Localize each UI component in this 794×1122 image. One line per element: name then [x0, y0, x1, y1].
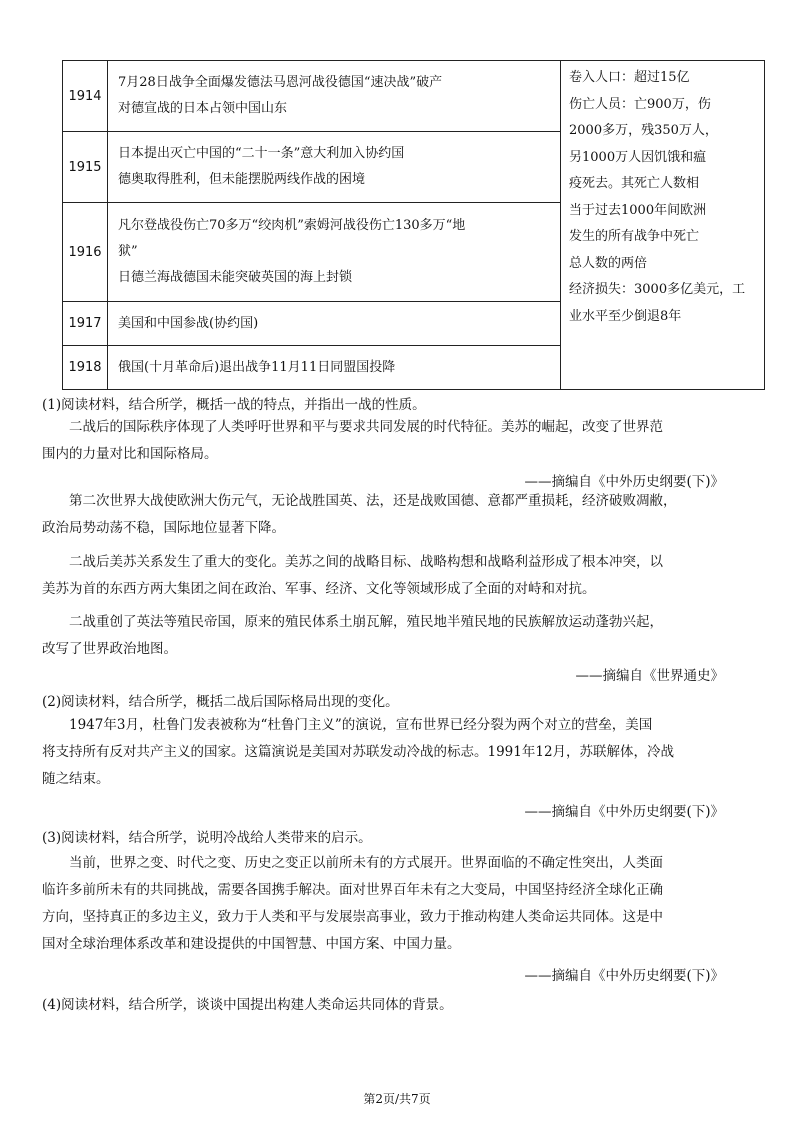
material-paragraph: 当前，世界之变、时代之变、历史之变正以前所未有的方式展开。世界面临的不确定性突出，人类面 临许多前所未有的共同挑战，需要各国携手解决。面对世界百年未有之大变局，中国坚持经济全球化正确 方向，坚持真正的多边主义，致力于人类和平与发展崇高事业，致力于推动构建人类命运共同体。这是中 国对全球治理体系改革和建设提供的中国智慧、中国方案、中国力量。 [42, 855, 663, 952]
event-cell [108, 61, 561, 132]
impact-line: 当于过去1000年间欧洲 [569, 202, 707, 218]
year-cell: 1918 [63, 346, 108, 390]
event-line: 凡尔登战役伤亡70多万“绞肉机”索姆河战役伤亡130多万“地 [118, 218, 466, 233]
material-paragraph: 1947年3月，杜鲁门发表被称为“杜鲁门主义”的演说，宣布世界已经分裂为两个对立的营垒，美国 将支持所有反对共产主义的国家。这篇演说是美国对苏联发动冷战的标志。1991年12月，苏联解体，冷战 随之结束。 [42, 717, 675, 787]
event-cell [108, 203, 561, 302]
impact-line: 经济损失：3000多亿美元，工 [569, 282, 746, 297]
event-line: 对德宣战的日本占领中国山东 [118, 101, 288, 116]
question-4: (4)阅读材料，结合所学，谈谈中国提出构建人类命运共同体的背景。 [42, 997, 453, 1013]
event-line: 美国和中国参战(协约国) [118, 315, 259, 331]
question-1: (1)阅读材料，结合所学，概括一战的特点，并指出一战的性质。 [42, 397, 426, 413]
source-citation: ——摘编自《世界通史》 [575, 668, 724, 684]
event-line: 俄国(十月革命后)退出战争11月11日同盟国投降 [118, 359, 396, 375]
ww1-timeline-table [62, 60, 765, 390]
event-line: 7月28日战争全面爆发德法马恩河战役德国“速决战”破产 [118, 75, 443, 90]
impact-line: 2000多万，残350万人， [569, 123, 718, 138]
event-cell [108, 132, 561, 203]
table-row [63, 61, 765, 132]
source-citation: ——摘编自《中外历史纲要(下)》 [524, 968, 724, 984]
material-paragraph: 二战后美苏关系发生了重大的变化。美苏之间的战略目标、战略构想和战略利益形成了根本冲突，以 美苏为首的东西方两大集团之间在政治、军事、经济、文化等领域形成了全面的对峙和对抗。 [42, 554, 663, 597]
year-cell: 1916 [63, 203, 108, 302]
impact-line: 总人数的两倍 [569, 255, 648, 271]
impact-line: 伤亡人员：亡900万，伤 [569, 96, 711, 112]
material-paragraph: 二战后的国际秩序体现了人类呼吁世界和平与要求共同发展的时代特征。美苏的崛起，改变了世界范 围内的力量对比和国际格局。 [42, 419, 663, 462]
event-line: 狱” [118, 244, 138, 259]
impact-line: 业水平至少倒退8年 [569, 308, 682, 324]
impact-line: 发生的所有战争中死亡 [569, 229, 700, 244]
year-cell: 1917 [63, 302, 108, 346]
question-2: (2)阅读材料，结合所学，概括二战后国际格局出现的变化。 [42, 694, 399, 710]
event-line: 日本提出灭亡中国的“二十一条”意大利加入协约国 [118, 146, 405, 161]
event-line: 德奥取得胜利，但未能摆脱两线作战的困境 [118, 172, 366, 187]
material-paragraph: 二战重创了英法等殖民帝国，原来的殖民体系土崩瓦解，殖民地半殖民地的民族解放运动蓬勃兴起， 改写了世界政治地图。 [42, 614, 663, 657]
event-cell [108, 302, 561, 346]
year-cell: 1914 [63, 61, 108, 132]
impact-line: 卷入人口：超过15亿 [569, 70, 690, 85]
question-3: (3)阅读材料，结合所学，说明冷战给人类带来的启示。 [42, 830, 372, 846]
event-line: 日德兰海战德国未能突破英国的海上封锁 [118, 270, 353, 285]
war-impact-cell [561, 61, 765, 390]
page-number: 第2页/共7页 [363, 1092, 431, 1106]
impact-line: 疫死去。其死亡人数相 [569, 176, 700, 191]
event-cell [108, 346, 561, 390]
impact-line: 另1000万人因饥饿和瘟 [569, 149, 707, 165]
source-citation: ——摘编自《中外历史纲要(下)》 [524, 804, 724, 820]
material-paragraph: 第二次世界大战使欧洲大伤元气，无论战胜国英、法，还是战败国德、意都严重损耗，经济破败凋敝， 政治局势动荡不稳，国际地位显著下降。 [42, 493, 677, 536]
source-citation: ——摘编自《中外历史纲要(下)》 [524, 474, 724, 490]
year-cell: 1915 [63, 132, 108, 203]
